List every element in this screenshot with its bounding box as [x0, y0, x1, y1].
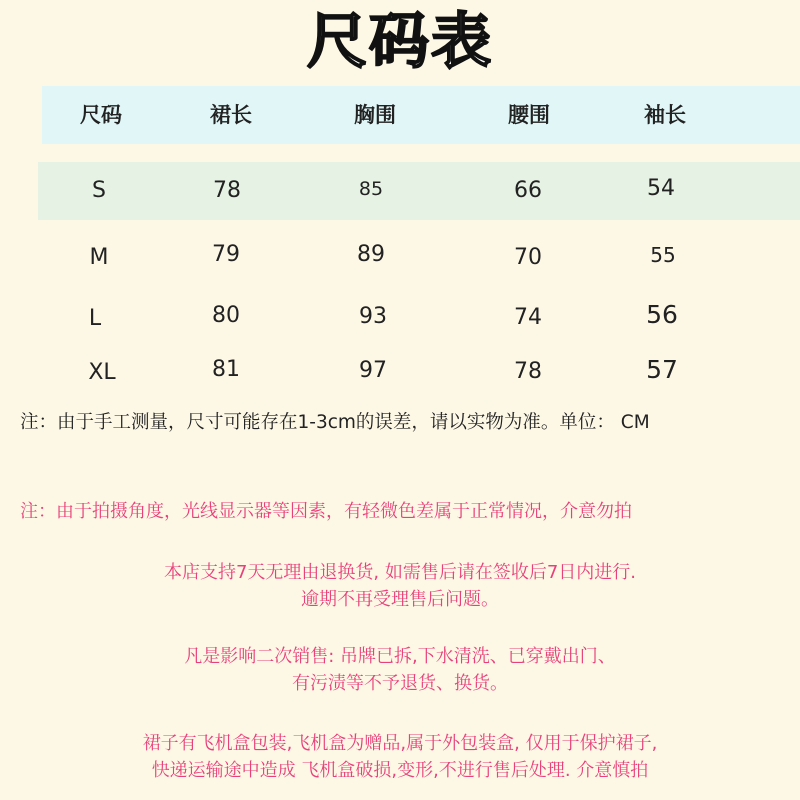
- table-cell-size: M: [89, 245, 109, 270]
- table-cell-bust: 97: [359, 358, 387, 383]
- column-header-sleeve-length: 袖长: [644, 103, 686, 127]
- table-cell-bust: 89: [357, 242, 385, 267]
- measurement-note: 注：由于手工测量，尺寸可能存在1-3cm的误差，请以实物为准。单位： CM: [20, 412, 650, 433]
- column-header-waist: 腰围: [508, 103, 550, 127]
- page-title: 尺码表: [307, 7, 493, 77]
- table-cell-waist: 70: [514, 245, 542, 270]
- table-cell-size: XL: [88, 360, 116, 385]
- table-cell-sleeve-length: 55: [650, 243, 676, 267]
- column-header-bust: 胸围: [354, 103, 396, 127]
- color-difference-note: 注：由于拍摄角度，光线显示器等因素，有轻微色差属于正常情况，介意勿拍: [20, 501, 632, 522]
- table-cell-waist: 74: [514, 305, 542, 330]
- no-return-condition-line: 凡是影响二次销售: 吊牌已拆,下水清洗、已穿戴出门、: [184, 646, 616, 667]
- table-cell-sleeve-length: 54: [647, 176, 675, 201]
- table-cell-size: L: [88, 306, 102, 331]
- packaging-note-line: 裙子有飞机盒包装,飞机盒为赠品,属于外包装盒, 仅用于保护裙子,: [142, 733, 658, 754]
- table-cell-skirt-length: 80: [212, 303, 240, 328]
- table-cell-skirt-length: 81: [212, 357, 240, 382]
- no-return-condition-line: 有污渍等不予退货、换货。: [292, 673, 508, 694]
- table-cell-waist: 66: [514, 178, 542, 203]
- table-cell-sleeve-length: 57: [646, 355, 678, 384]
- packaging-note-line: 快递运输途中造成 飞机盒破损,变形,不进行售后处理. 介意慎拍: [151, 760, 649, 781]
- table-cell-waist: 78: [514, 359, 542, 384]
- table-cell-skirt-length: 78: [213, 178, 241, 203]
- table-cell-bust: 85: [358, 178, 384, 200]
- column-header-skirt-length: 裙长: [210, 103, 252, 127]
- table-cell-sleeve-length: 56: [646, 300, 678, 329]
- table-cell-bust: 93: [359, 304, 387, 329]
- return-policy-line: 逾期不再受理售后问题。: [301, 589, 499, 610]
- table-cell-skirt-length: 79: [212, 242, 240, 267]
- table-cell-size: S: [92, 178, 106, 203]
- return-policy-line: 本店支持7天无理由退换货, 如需售后请在签收后7日内进行.: [163, 562, 637, 583]
- column-header-size: 尺码: [80, 103, 122, 127]
